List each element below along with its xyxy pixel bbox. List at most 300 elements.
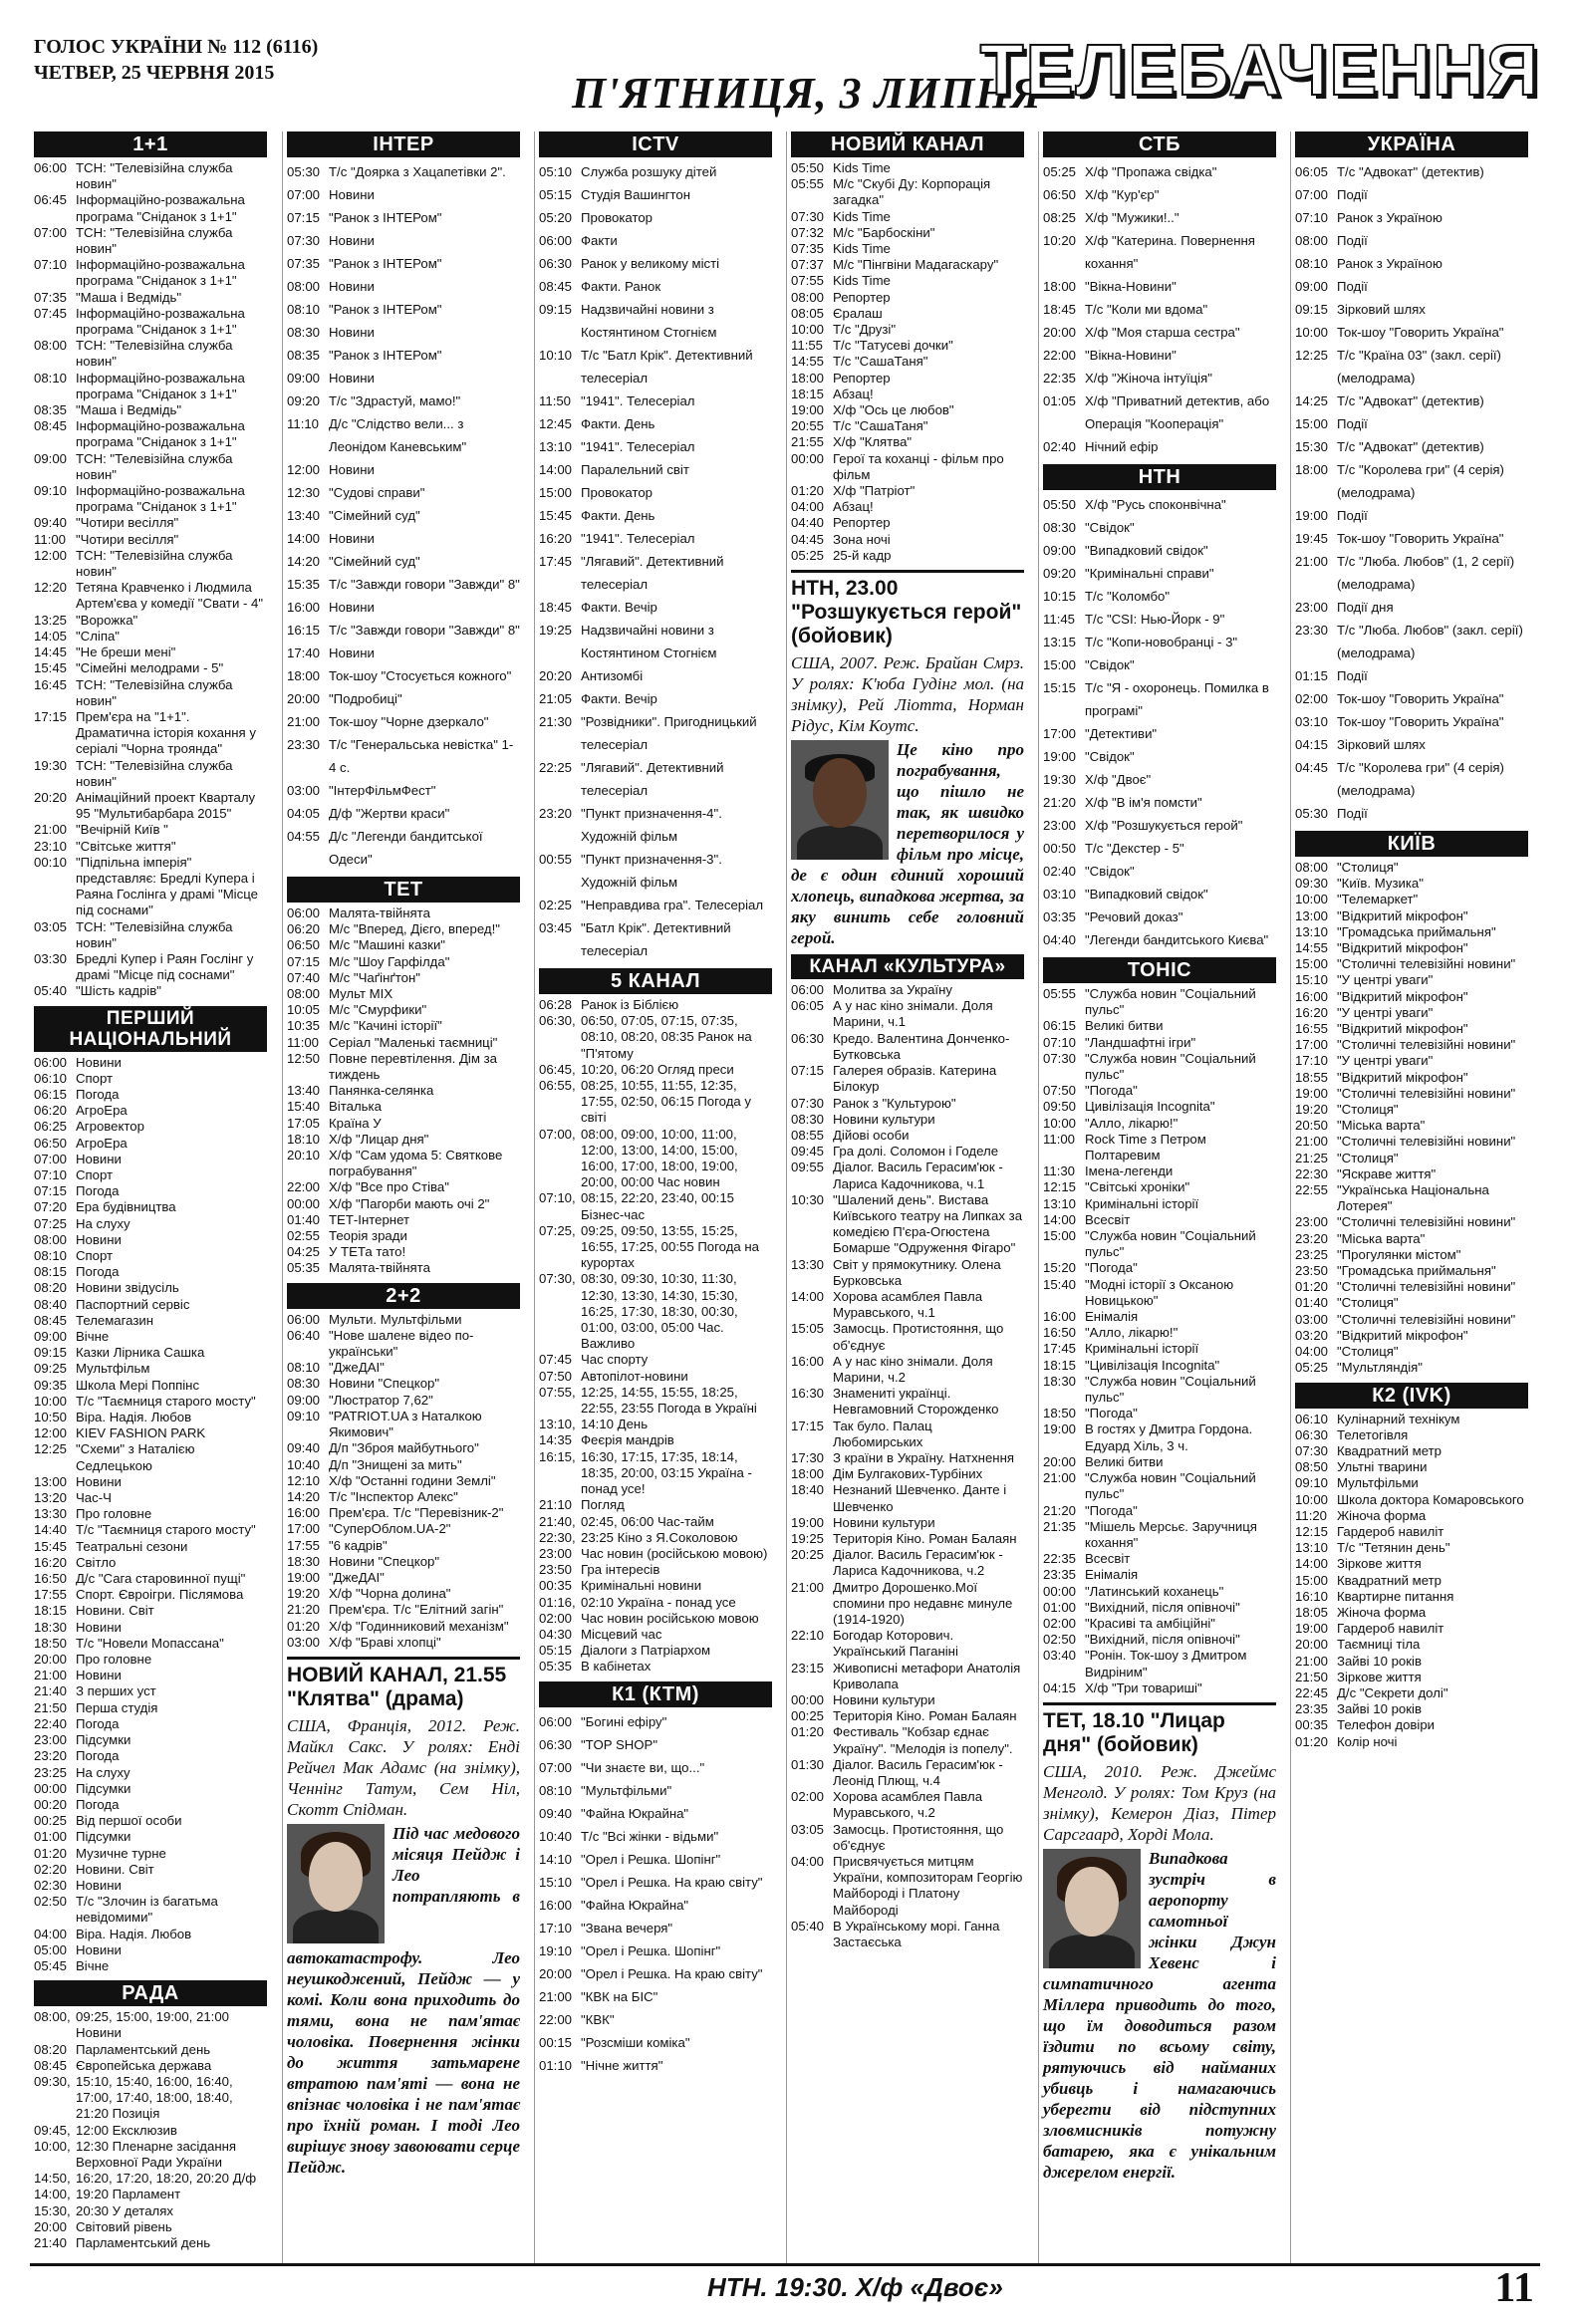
- schedule-row: [1295, 1670, 1528, 1685]
- time: 07:55,: [539, 1384, 576, 1400]
- time: 07:00: [34, 224, 68, 240]
- schedule-row: [539, 1659, 772, 1675]
- program-title: Єралаш: [833, 305, 883, 321]
- program-title: "Легенди бандитського Києва": [1085, 932, 1269, 947]
- channel-name: ПЕРШИЙ НАЦІОНАЛЬНИЙ: [34, 1006, 267, 1052]
- time: 07:10,: [539, 1190, 576, 1206]
- schedule-row: [791, 1708, 1024, 1724]
- schedule-row: [539, 1497, 772, 1513]
- listing-column: [786, 131, 1028, 2263]
- program-title: Новини "Спецкор": [329, 1376, 440, 1392]
- program-title: "Файна Юкрайна": [581, 1897, 689, 1913]
- time: 11:20: [1295, 1507, 1328, 1523]
- schedule-row: [539, 664, 772, 687]
- program-title: Т/с "Таємниця старого мосту": [76, 1393, 256, 1409]
- schedule-row: [34, 1103, 267, 1119]
- time: 08:40: [34, 1296, 68, 1312]
- schedule-row: [539, 344, 772, 389]
- schedule-row: [539, 1385, 772, 1417]
- time: 20:20: [539, 668, 573, 683]
- schedule-row: [791, 1257, 1024, 1289]
- program-title: Новини: [329, 233, 375, 248]
- program-title: "Громадська приймальня": [1337, 1263, 1496, 1279]
- time: 08:25: [1043, 210, 1077, 225]
- channel-block: [1295, 1383, 1528, 1750]
- program-title: Х/ф "Моя старша сестра": [1085, 325, 1240, 340]
- program-title: Зайві 10 років: [1337, 1701, 1422, 1717]
- schedule-row: [34, 1199, 267, 1215]
- schedule-row: [1295, 619, 1528, 664]
- schedule-row: [1043, 676, 1276, 722]
- schedule-row: [539, 206, 772, 229]
- program-title: Х/ф "В ім'я помсти": [1085, 795, 1202, 810]
- schedule-row: [539, 550, 772, 596]
- schedule-row: [287, 389, 520, 412]
- time: 22:00: [539, 2011, 573, 2027]
- schedule-row: [539, 389, 772, 412]
- program-title: "Кримінальні справи": [1085, 566, 1214, 581]
- schedule-row: [791, 1386, 1024, 1418]
- program-title: 25-й кадр: [833, 547, 892, 563]
- program-title: "Громадська приймальня": [1337, 923, 1496, 939]
- time: 22:55: [1295, 1182, 1329, 1198]
- schedule-row: [791, 160, 1024, 176]
- schedule-row: [34, 1071, 267, 1087]
- program-title: Інформаційно-розважальна програма "Сніданок з 1+1": [76, 257, 245, 289]
- schedule-row: [287, 687, 520, 710]
- schedule-row: [287, 1148, 520, 1179]
- time: 13:20: [34, 1490, 68, 1506]
- schedule-row: [1295, 1540, 1528, 1556]
- program-title: Т/с "Країна 03" (закл. серії) (мелодрама): [1337, 348, 1501, 386]
- program-title: Зіркове життя: [1337, 1556, 1422, 1572]
- program-title: Зона ночі: [833, 531, 891, 547]
- program-title: Події: [1337, 416, 1368, 431]
- time: 12:15: [1043, 1179, 1077, 1195]
- time: 00:35: [1295, 1717, 1329, 1733]
- time: 02:00: [791, 1789, 825, 1805]
- schedule-row: [791, 1096, 1024, 1112]
- schedule-row: [539, 1962, 772, 1985]
- program-title: Погляд: [581, 1497, 625, 1513]
- time: 06:40: [287, 1327, 321, 1343]
- program-title: Світло: [76, 1554, 117, 1570]
- schedule-row: [1295, 972, 1528, 988]
- channel-name: ІНТЕР: [287, 131, 520, 157]
- time: 07:10: [34, 1166, 68, 1182]
- program-title: "Столиця": [1337, 860, 1399, 875]
- program-title: Квадратний метр: [1337, 1572, 1442, 1588]
- time: 02:55: [287, 1228, 321, 1244]
- schedule-row: [539, 2031, 772, 2054]
- schedule-row: [287, 937, 520, 953]
- schedule-row: [1043, 1083, 1276, 1099]
- schedule-row: [34, 1136, 267, 1152]
- program-title: Новини звідусіль: [76, 1280, 179, 1296]
- program-title: "Батл Крік". Детективний телесеріал: [581, 920, 731, 958]
- schedule-row: [1043, 1035, 1276, 1051]
- schedule-row: [791, 1661, 1024, 1692]
- program-title: Kids Time: [833, 241, 891, 257]
- time: 18:10: [287, 1131, 321, 1147]
- time: 21:00: [1043, 1470, 1077, 1486]
- schedule-row: [1043, 1454, 1276, 1470]
- time: 05:20: [539, 210, 573, 225]
- time: 08:20: [34, 2041, 68, 2057]
- time: 23:00: [1043, 818, 1077, 833]
- program-title: Ранок із Біблією: [581, 997, 679, 1012]
- schedule-row: [1043, 1421, 1276, 1453]
- program-title: Зайві 10 років: [1337, 1653, 1422, 1669]
- program-title: Кредо. Валентина Донченко-Бутковська: [833, 1030, 1010, 1062]
- schedule-row: [34, 1361, 267, 1377]
- program-title: Квадратний метр: [1337, 1442, 1442, 1458]
- program-title: Галерея образів. Катерина Білокур: [833, 1063, 997, 1095]
- program-title: "У центрі уваги": [1337, 1004, 1434, 1020]
- issue-info: [34, 34, 318, 86]
- time: 20:50: [1295, 1118, 1329, 1134]
- time: 06:05: [1295, 164, 1329, 179]
- time: 15:05: [791, 1321, 825, 1337]
- time: 14:40: [34, 1522, 68, 1538]
- channel-block: [1043, 957, 1276, 1696]
- schedule-row: [34, 2235, 267, 2251]
- program-title: "Файна Юкрайна": [581, 1805, 689, 1821]
- time: 04:30: [539, 1626, 573, 1642]
- time: 15:10: [1295, 972, 1329, 988]
- time: 09:00: [34, 1329, 68, 1345]
- schedule-row: [791, 306, 1024, 322]
- program-title: Факти. Ранок: [581, 279, 661, 294]
- time: 08:00: [287, 279, 321, 294]
- schedule-row: [1295, 664, 1528, 687]
- program-title: Про головне: [76, 1506, 152, 1522]
- schedule-row: [287, 1538, 520, 1554]
- time: 16:00: [287, 600, 321, 615]
- program-title: Kids Time: [833, 160, 891, 175]
- schedule-row: [1295, 687, 1528, 710]
- schedule-row: [1043, 1132, 1276, 1163]
- schedule-row: [1043, 745, 1276, 768]
- program-title: "Лягавий". Детективний телесеріал: [581, 760, 724, 798]
- time: 01:20: [34, 1845, 68, 1861]
- program-title: 16:20, 17:20, 18:20, 20:20 Д/ф: [76, 2171, 257, 2187]
- program-title: "Орел і Решка. На краю світу": [581, 1965, 763, 1981]
- schedule-row: [287, 1586, 520, 1602]
- program-title: "Орел і Решка. Шопінг": [581, 1942, 721, 1958]
- program-title: Х/ф "Лицар дня": [329, 1131, 429, 1147]
- program-title: Факти. День: [581, 508, 655, 523]
- schedule-row: [1043, 883, 1276, 905]
- time: 23:20: [539, 806, 573, 821]
- listing-column: [30, 131, 271, 2263]
- program-title: Репортер: [833, 370, 891, 386]
- program-title: "Міська варта": [1337, 1230, 1426, 1246]
- channel-block: [287, 877, 520, 1277]
- promo-description: Під час медового місяця Пейдж і Лео потрапляють в автокатастрофу. Лео неушкоджений, Пейдж — у комі. Коли вона приходить до тями, вона не пам'ятає чоловіка. Повернення жінки до життя затьмарене втратою пам'яті — вона не впізнає чоловіка і не пам'ятає про їхній роман. І тоді Лео вирішує знову завоювати серце Пейдж.: [287, 1823, 520, 2177]
- schedule-row: [1043, 814, 1276, 837]
- schedule-row: [539, 229, 772, 252]
- schedule-row: [287, 642, 520, 664]
- promo-heading: НОВИЙ КАНАЛ, 21.55 "Клятва" (драма): [287, 1663, 507, 1710]
- time: 23:10: [34, 838, 68, 854]
- program-title: "Ронін. Ток-шоу з Дмитром Видріним": [1085, 1648, 1247, 1679]
- schedule-row: [34, 1652, 267, 1668]
- program-title: ТСН: "Телевізійна служба новин": [76, 160, 233, 192]
- program-title: Т/с "СашаТаня": [833, 418, 928, 434]
- program-title: Казки Лірника Сашка: [76, 1345, 205, 1361]
- time: 05:30: [287, 164, 321, 179]
- schedule-row: [1043, 1260, 1276, 1276]
- promo-description: Це кіно про пограбування, що пішло не так, як швидко перетворилося у фільм про місце, де є один єдиний хороший хлопець, випадкова жертва, за яку винить себе головний герой.: [791, 740, 1024, 948]
- time: 12:00: [287, 462, 321, 477]
- program-title: Жіноча форма: [1337, 1507, 1427, 1523]
- schedule-row: [1295, 596, 1528, 619]
- program-title: Провокатор: [581, 485, 654, 500]
- schedule-row: [791, 354, 1024, 370]
- schedule-row: [34, 983, 267, 999]
- channel-name: 1+1: [34, 131, 267, 157]
- schedule-row: [287, 298, 520, 321]
- time: 15:45: [34, 660, 68, 676]
- schedule-row: [539, 504, 772, 527]
- schedule-row: [539, 1611, 772, 1627]
- program-title: Rock Time з Петром Полтаревим: [1085, 1131, 1206, 1163]
- time: 20:00: [1295, 1637, 1329, 1653]
- program-title: "Відкритий мікрофон": [1337, 1069, 1468, 1085]
- time: 02:00: [539, 1610, 573, 1626]
- program-title: Телемагазин: [76, 1312, 154, 1328]
- time: 06:45,: [539, 1061, 576, 1077]
- schedule-row: [34, 1248, 267, 1264]
- program-title: Прем'єра. Т/с "Елітний загін": [329, 1602, 504, 1618]
- schedule-row: [791, 1531, 1024, 1547]
- schedule-row: [539, 1802, 772, 1825]
- program-title: Парламентський день: [76, 2234, 211, 2250]
- schedule-row: [791, 338, 1024, 354]
- channel-name: КАНАЛ «КУЛЬТУРА»: [791, 954, 1024, 979]
- program-title: "Детективи": [1085, 726, 1158, 741]
- schedule-row: [1043, 1277, 1276, 1309]
- time: 08:10: [539, 1782, 573, 1798]
- schedule-row: [539, 1939, 772, 1962]
- program-title: "Телемаркет": [1337, 892, 1419, 907]
- schedule-row: [1043, 562, 1276, 585]
- time: 23:15: [791, 1660, 825, 1676]
- schedule-row: [791, 1354, 1024, 1386]
- program-title: З країни в Україну. Натхнення: [833, 1449, 1015, 1465]
- time: 21:00: [34, 822, 68, 838]
- time: 20:00: [34, 2218, 68, 2234]
- time: 01:05: [1043, 393, 1077, 408]
- time: 04:00: [1295, 1344, 1329, 1360]
- schedule-row: [539, 1871, 772, 1894]
- program-title: Незнаний Шевченко. Данте і Шевченко: [833, 1482, 1007, 1514]
- time: 11:00: [1043, 1131, 1076, 1147]
- schedule-row: [1295, 1151, 1528, 1166]
- time: 20:00: [1043, 325, 1077, 340]
- program-title: 02:45, 06:00 Час-тайм: [581, 1513, 714, 1529]
- program-title: М/с "Барбоскіни": [833, 224, 935, 240]
- program-title: Малята-твійнята: [329, 905, 430, 920]
- schedule-row: [1043, 1374, 1276, 1406]
- program-title: "1941". Телесеріал: [581, 531, 695, 546]
- schedule-row: [539, 1710, 772, 1733]
- program-title: Події дня: [1337, 600, 1394, 615]
- schedule-row: [1043, 791, 1276, 814]
- time: 20:00: [34, 1652, 68, 1668]
- program-title: Т/с "Друзі": [833, 322, 897, 338]
- program-title: Т/с "Татусеві дочки": [833, 338, 953, 354]
- program-title: Зірковий шлях: [1337, 302, 1426, 317]
- time: 06:05: [791, 998, 825, 1014]
- program-title: Новини "Спецкор": [329, 1553, 440, 1569]
- schedule-row: [539, 1062, 772, 1078]
- time: 00:00: [34, 1780, 68, 1796]
- time: 07:30: [1295, 1442, 1329, 1458]
- time: 16:00: [539, 1897, 573, 1913]
- program-title: З перших уст: [76, 1683, 156, 1699]
- time: 08:45: [34, 418, 68, 434]
- schedule-row: [1295, 710, 1528, 733]
- schedule-row: [287, 1132, 520, 1148]
- schedule-row: [287, 1212, 520, 1228]
- time: 01:00: [34, 1829, 68, 1845]
- schedule-row: [34, 2009, 267, 2041]
- schedule-row: [791, 1321, 1024, 1353]
- schedule-row: [791, 290, 1024, 306]
- time: 05:45: [34, 1957, 68, 1973]
- schedule-row: [1043, 1309, 1276, 1325]
- program-title: Х/ф "Пропажа свідка": [1085, 164, 1217, 179]
- time: 07:45: [539, 1352, 573, 1368]
- program-title: "1941". Телесеріал: [581, 393, 695, 408]
- time: 15:20: [1043, 1260, 1077, 1276]
- program-title: 09:25, 15:00, 19:00, 21:00 Новини: [76, 2009, 229, 2041]
- time: 15:00: [1295, 1572, 1329, 1588]
- program-title: Новини: [329, 462, 375, 477]
- schedule-row: [1295, 1701, 1528, 1717]
- time: 03:00: [287, 1634, 321, 1650]
- promo-description: Випадкова зустріч в аеропорту самотньої жінки Джун Хевенс і симпатичного агента Міллера приводить до того, що їм доводиться разом їздити по всьому світу, рятуючись від найманих убивць і намагаючись уберегти від підступних зловмисників потужну батарею, яка є унікальним джерелом енергії.: [1043, 1848, 1276, 2182]
- time: 20:10: [287, 1148, 321, 1163]
- program-title: "Орел і Решка. Шопінг": [581, 1851, 721, 1867]
- program-title: "Служба новин "Соціальний пульс": [1085, 1050, 1256, 1083]
- program-title: "Модні історії з Оксаною Новицькою": [1085, 1276, 1234, 1308]
- time: 02:40: [1043, 864, 1077, 879]
- program-title: Діалоги з Патріархом: [581, 1643, 711, 1659]
- program-title: Т/с "Доярка з Хацапетівки 2".: [329, 164, 506, 179]
- time: 23:20: [34, 1748, 68, 1764]
- program-title: 16:30, 17:15, 17:35, 18:14, 18:35, 20:00, 03:15 Україна - понад усе!: [581, 1448, 752, 1497]
- schedule-row: [287, 970, 520, 986]
- schedule-row: [1043, 1600, 1276, 1616]
- program-title: "КВК на БІС": [581, 1988, 658, 2004]
- time: 02:00: [1043, 1615, 1077, 1631]
- program-title: М/с "Чаґінґтон": [329, 969, 420, 985]
- schedule-row: [287, 229, 520, 252]
- time: 04:00: [791, 499, 825, 515]
- time: 17:10: [1295, 1053, 1329, 1069]
- time: 10:05: [287, 1002, 321, 1018]
- program-title: ТСН: "Телевізійна служба новин": [76, 918, 233, 950]
- time: 04:00: [791, 1854, 825, 1870]
- program-title: Нічний ефір: [1085, 439, 1159, 454]
- schedule-row: [791, 371, 1024, 387]
- program-title: "Чотири весілля": [76, 531, 179, 547]
- program-title: Т/с "Декстер - 5": [1085, 841, 1184, 856]
- program-title: 08:30, 09:30, 10:30, 11:30, 12:30, 13:30, 14:30, 15:30, 16:25, 17:30, 18:30, 00:30, 01:00, 03:00, 05:00 Час. Важливо: [581, 1271, 738, 1352]
- schedule-row: [791, 273, 1024, 289]
- schedule-row: [34, 1636, 267, 1652]
- program-title: "Служба новин "Соціальний пульс": [1085, 1373, 1256, 1406]
- schedule-row: [1295, 1086, 1528, 1102]
- schedule-row: [539, 1190, 772, 1222]
- time: 03:10: [1295, 714, 1329, 729]
- program-title: Ранок з Україною: [1337, 256, 1442, 271]
- masthead: [34, 30, 1540, 129]
- schedule-row: [287, 1635, 520, 1651]
- schedule-row: [1295, 1475, 1528, 1491]
- schedule-row: [34, 515, 267, 531]
- program-title: Т/с "Коли ми вдома": [1085, 302, 1208, 317]
- schedule-row: [539, 2054, 772, 2077]
- program-title: 20:30 У деталях: [76, 2202, 173, 2218]
- schedule-row: [34, 1216, 267, 1232]
- program-title: "Відкритий мікрофон": [1337, 907, 1468, 923]
- program-title: Новини: [76, 1877, 122, 1893]
- program-title: Спорт. Євроігри. Післямова: [76, 1587, 244, 1603]
- program-title: 12:25, 14:55, 15:55, 18:25, 22:55, 23:55 Погода в Україні: [581, 1384, 757, 1417]
- program-title: Віра. Надія. Любов: [76, 1410, 192, 1425]
- time: 07:15: [34, 1183, 68, 1199]
- channel-block: [1295, 831, 1528, 1377]
- schedule-row: [1295, 1360, 1528, 1376]
- schedule-row: [1295, 160, 1528, 183]
- program-title: Світ у прямокутнику. Олена Бурковська: [833, 1256, 1001, 1288]
- time: 21:25: [1295, 1150, 1329, 1165]
- time: 00:25: [34, 1813, 68, 1829]
- program-title: "Столичні телевізійні новини": [1337, 1037, 1516, 1053]
- program-title: Імена-легенди: [1085, 1163, 1174, 1179]
- program-title: Х/ф "Кур'єр": [1085, 187, 1160, 202]
- program-title: Прем'єра. Т/с "Перевізник-2": [329, 1505, 504, 1521]
- program-title: Місцевий час: [581, 1626, 662, 1642]
- schedule-row: [34, 1700, 267, 1716]
- time: 05:00: [34, 1941, 68, 1957]
- program-title: Погода: [76, 1264, 120, 1280]
- time: 13:10: [539, 439, 573, 454]
- time: 07:50: [539, 1368, 573, 1384]
- time: 21:30: [539, 714, 573, 729]
- schedule-row: [34, 371, 267, 402]
- page-number: 11: [1494, 2265, 1534, 2311]
- program-title: Територія Кіно. Роман Балаян: [833, 1530, 1017, 1546]
- schedule-row: [1043, 1551, 1276, 1567]
- time: 05:50: [1043, 497, 1077, 512]
- schedule-row: [1295, 1573, 1528, 1589]
- program-title: "Звана вечеря": [581, 1920, 673, 1936]
- time: 15:00: [1295, 956, 1329, 972]
- time: 22:45: [1295, 1684, 1329, 1700]
- schedule-row: [287, 825, 520, 871]
- schedule-row: [287, 573, 520, 596]
- time: 19:00: [1295, 1085, 1329, 1101]
- program-title: ТСН: "Телевізійна служба новин": [76, 547, 233, 580]
- program-title: "Свідок": [1085, 864, 1135, 879]
- program-title: Х/ф "Чорна долина": [329, 1586, 451, 1602]
- schedule-row: [1295, 183, 1528, 206]
